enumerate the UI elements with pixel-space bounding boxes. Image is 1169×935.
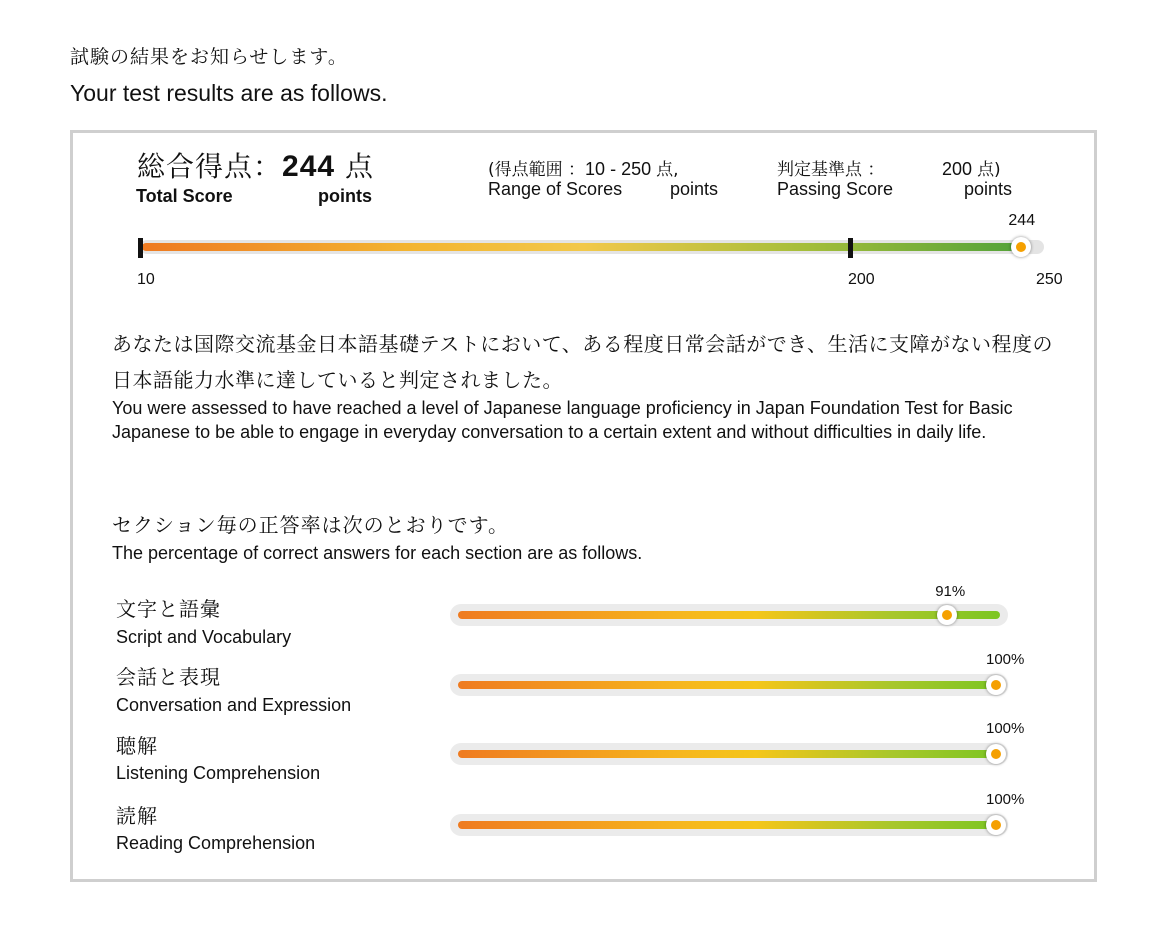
- score-range-label-en: Range of Scores: [488, 179, 623, 199]
- section-label-ja: 読解: [116, 804, 158, 828]
- total-score-unit-ja: 点: [344, 150, 374, 183]
- section-percent-label: 100%: [986, 791, 1025, 808]
- section-percent-label: 100%: [986, 720, 1025, 737]
- total-score-marker-knob: [1011, 237, 1031, 257]
- section-progress-fill: [458, 611, 1000, 619]
- assessment-text-en: You were assessed to have reached a level of Japanese language proficiency in Japan Foundation Test for Basic Japanese to be able to engage in everyday conversation to a certain extent and without difficulties in daily life.: [112, 398, 1013, 442]
- section-progress-knob: [986, 744, 1006, 764]
- total-score-label-ja: 総合得点：: [137, 150, 283, 183]
- section-progress-bar: [450, 604, 1008, 626]
- total-score-bar: [140, 240, 1044, 254]
- section-percent-label: 91%: [935, 583, 966, 600]
- passing-score-value: [942, 155, 1001, 180]
- passing-score-suffix: 点): [977, 160, 1001, 180]
- section-progress-knob: [986, 815, 1006, 835]
- total-bar-min-tick: [138, 238, 143, 258]
- assessment-text-ja: あなたは国際交流基金日本語基礎テストにおいて、ある程度日常会話ができ、生活に支障がない程度の日本語能力水準に達していると判定されました。: [112, 332, 1053, 392]
- intro-text-ja: 試験の結果をお知らせします。: [70, 46, 348, 68]
- section-progress-bar: [450, 743, 1008, 765]
- total-score-value: 244: [282, 150, 336, 183]
- total-bar-pass-tick: [848, 238, 853, 258]
- score-range-value: 10 - 250: [585, 159, 652, 179]
- axis-min-label: 10: [137, 271, 155, 288]
- section-label-en: Conversation and Expression: [116, 695, 352, 715]
- axis-pass-label: 200: [848, 271, 875, 288]
- section-progress-bar: [450, 674, 1008, 696]
- score-range-unit-en: points: [670, 179, 719, 199]
- axis-max-label: 250: [1036, 271, 1063, 288]
- section-label-en: Reading Comprehension: [116, 833, 316, 853]
- passing-score-unit-en: points: [964, 179, 1013, 199]
- score-range-ja: [488, 155, 679, 180]
- section-progress-fill: [458, 750, 1000, 758]
- total-score-fill: [142, 243, 1025, 251]
- section-label-en: Listening Comprehension: [116, 763, 321, 783]
- score-range-suffix: 点,: [656, 160, 679, 180]
- section-label-ja: 文字と語彙: [116, 597, 221, 621]
- sections-intro-ja: セクション毎の正答率は次のとおりです。: [112, 513, 509, 537]
- total-score-unit-en: points: [318, 186, 372, 206]
- section-label-ja: 聴解: [116, 734, 158, 758]
- section-label-en: Script and Vocabulary: [116, 627, 292, 647]
- section-progress-fill: [458, 821, 1000, 829]
- section-progress-knob: [986, 675, 1006, 695]
- total-score-label-en: Total Score: [136, 186, 233, 206]
- total-score-heading: [137, 145, 374, 185]
- section-label-ja: 会話と表現: [116, 665, 221, 689]
- passing-score-label-en: Passing Score: [777, 179, 894, 199]
- section-percent-label: 100%: [986, 651, 1025, 668]
- score-range-prefix: (得点範囲 ：: [488, 160, 586, 180]
- section-progress-knob: [937, 605, 957, 625]
- section-progress-bar: [450, 814, 1008, 836]
- passing-score-number: 200: [942, 159, 973, 179]
- section-progress-fill: [458, 681, 1000, 689]
- total-score-marker-label: 244: [1008, 212, 1036, 229]
- results-panel: [70, 130, 1097, 882]
- sections-intro-en: The percentage of correct answers for each section are as follows.: [112, 543, 643, 563]
- passing-score-label-ja: 判定基準点 ：: [777, 160, 885, 180]
- intro-text-en: Your test results are as follows.: [70, 80, 388, 106]
